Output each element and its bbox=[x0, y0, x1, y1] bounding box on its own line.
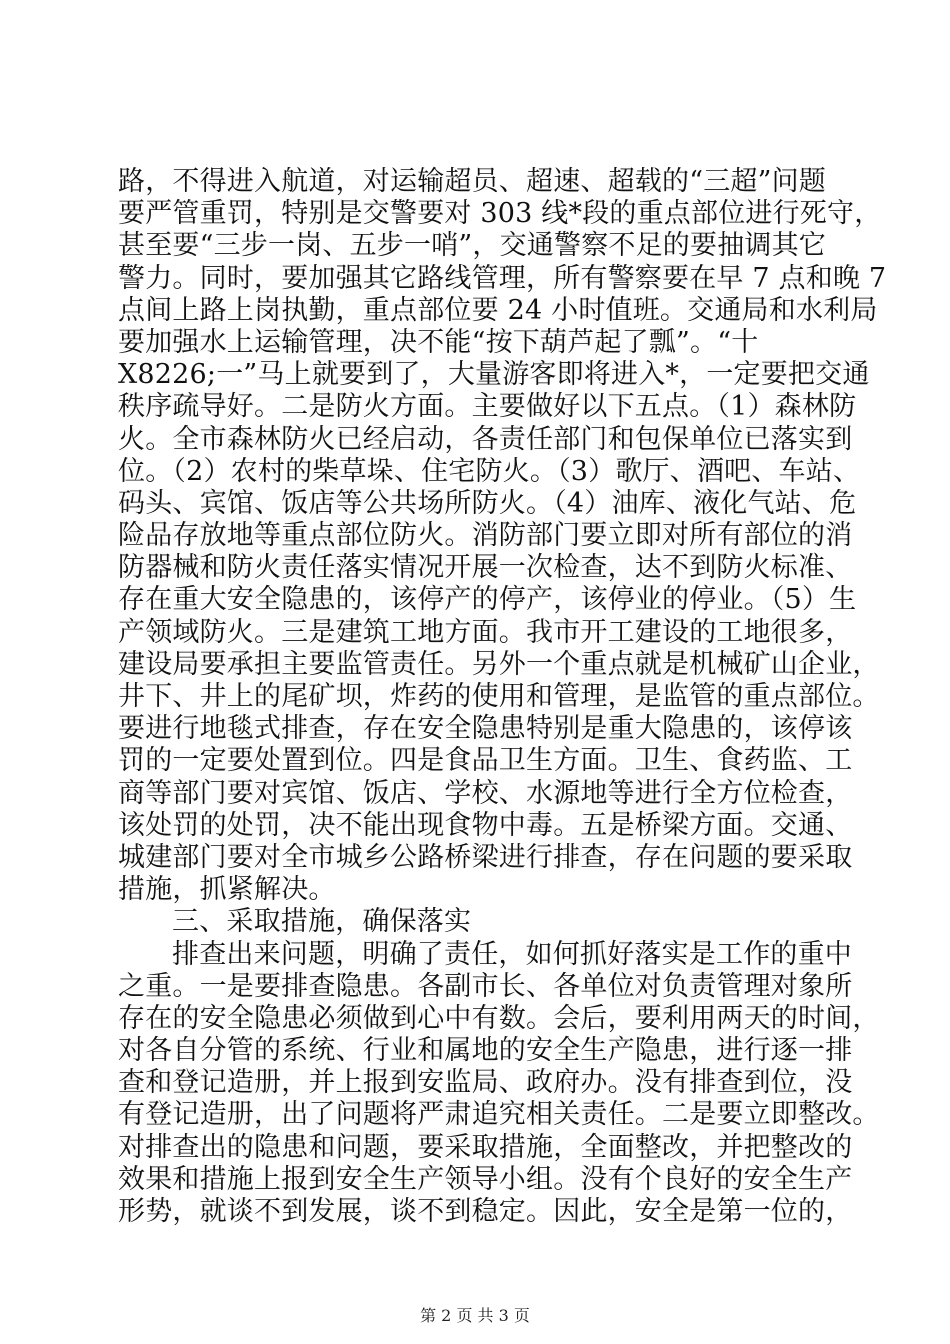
body-line: 有登记造册，出了问题将严肃追究相关责任。二是要立即整改。 bbox=[118, 1099, 880, 1131]
body-line: 商等部门要对宾馆、饭店、学校、水源地等进行全方位检查， bbox=[118, 777, 853, 809]
body-line: 存在的安全隐患必须做到心中有数。会后，要利用两天的时间， bbox=[118, 1002, 880, 1034]
body-line: 警力。同时，要加强其它路线管理，所有警察要在早 7 点和晚 7 bbox=[118, 262, 887, 294]
body-line: 之重。一是要排查隐患。各副市长、各单位对负责管理对象所 bbox=[118, 970, 853, 1002]
body-line: 要加强水上运输管理，决不能“按下葫芦起了瓢”。“十 bbox=[118, 326, 759, 358]
body-line: 位。（2）农村的柴草垛、住宅防火。（3）歌厅、酒吧、车站、 bbox=[118, 455, 861, 487]
body-line: 要严管重罚，特别是交警要对 303 线*段的重点部位进行死守， bbox=[118, 198, 882, 230]
body-line: 码头、宾馆、饭店等公共场所防火。（4）油库、液化气站、危 bbox=[118, 487, 857, 519]
body-line: 查和登记造册，并上报到安监局、政府办。没有排查到位，没 bbox=[118, 1067, 853, 1099]
body-line: X8226;一”马上就要到了，大量游客即将进入*，一定要把交通 bbox=[118, 359, 870, 391]
body-line: 建设局要承担主要监管责任。另外一个重点就是机械矿山企业， bbox=[118, 648, 880, 680]
body-line: 产领域防火。三是建筑工地方面。我市开工建设的工地很多， bbox=[118, 616, 853, 648]
page-footer: 第 2 页 共 3 页 bbox=[420, 1306, 530, 1325]
body-line: 路，不得进入航道，对运输超员、超速、超载的“三超”问题 bbox=[118, 166, 827, 197]
body-line: 要进行地毯式排查，存在安全隐患特别是重大隐患的，该停该 bbox=[118, 713, 853, 745]
body-line: 形势，就谈不到发展，谈不到稳定。因此，安全是第一位的， bbox=[118, 1196, 853, 1227]
body-line: 措施，抓紧解决。 bbox=[118, 874, 336, 906]
body-line: 甚至要“三步一岗、五步一哨”，交通警察不足的要抽调其它 bbox=[118, 230, 827, 262]
body-line: 该处罚的处罚，决不能出现食物中毒。五是桥梁方面。交通、 bbox=[118, 809, 853, 841]
body-line: 存在重大安全隐患的，该停产的停产，该停业的停业。（5）生 bbox=[118, 584, 857, 616]
body-line: 效果和措施上报到安全生产领导小组。没有个良好的安全生产 bbox=[118, 1163, 853, 1195]
body-line: 对排查出的隐患和问题，要采取措施，全面整改，并把整改的 bbox=[118, 1131, 853, 1163]
body-line: 秩序疏导好。二是防火方面。主要做好以下五点。（1）森林防 bbox=[118, 391, 857, 423]
body-line: 火。全市森林防火已经启动，各责任部门和包保单位已落实到 bbox=[118, 423, 853, 455]
section-heading: 三、采取措施，确保落实 bbox=[172, 906, 472, 938]
paragraph-first-line: 排查出来问题，明确了责任，如何抓好落实是工作的重中 bbox=[172, 938, 852, 970]
body-line: 罚的一定要处置到位。四是食品卫生方面。卫生、食药监、工 bbox=[118, 745, 853, 777]
body-line: 城建部门要对全市城乡公路桥梁进行排查，存在问题的要采取 bbox=[118, 841, 853, 873]
body-line: 防器械和防火责任落实情况开展一次检查，达不到防火标准、 bbox=[118, 552, 853, 584]
body-line: 点间上路上岗执勤，重点部位要 24 小时值班。交通局和水利局 bbox=[118, 294, 878, 326]
body-line: 险品存放地等重点部位防火。消防部门要立即对所有部位的消 bbox=[118, 520, 853, 552]
document-body bbox=[118, 166, 887, 1228]
body-line: 井下、井上的尾矿坝，炸药的使用和管理，是监管的重点部位。 bbox=[118, 681, 880, 712]
body-line: 对各自分管的系统、行业和属地的安全生产隐患，进行逐一排 bbox=[118, 1035, 853, 1067]
